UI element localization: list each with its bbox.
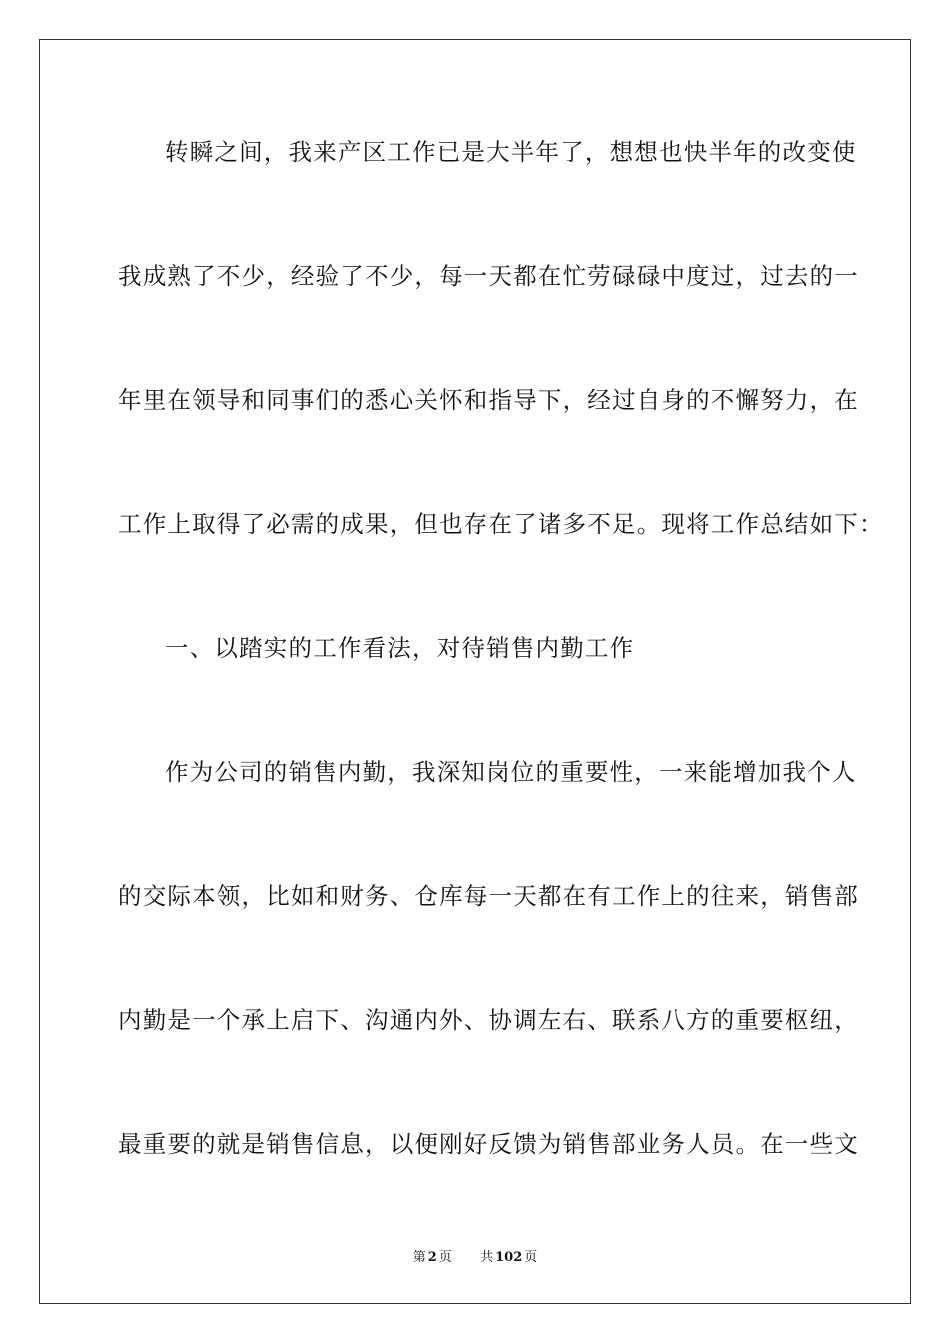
- page-border: [39, 39, 911, 1304]
- footer-total-pages: 102: [495, 1250, 523, 1265]
- paragraph-line-7: 的交际本领，比如和财务、仓库每一天都在有工作上的往来，销售部: [118, 882, 859, 910]
- paragraph-line-9: 最重要的就是销售信息，以便刚好反馈为销售部业务人员。在一些文: [118, 1130, 859, 1158]
- footer-current-page: 2: [427, 1250, 437, 1265]
- footer-page-prefix: 第: [412, 1250, 426, 1265]
- paragraph-line-6: 作为公司的销售内勤，我深知岗位的重要性，一来能增加我个人: [165, 758, 857, 786]
- paragraph-line-1: 转瞬之间，我来产区工作已是大半年了，想想也快半年的改变使: [165, 138, 857, 166]
- paragraph-line-2: 我成熟了不少，经验了不少，每一天都在忙劳碌碌中度过，过去的一: [118, 262, 859, 290]
- footer-total-suffix: 页: [524, 1250, 538, 1265]
- page-footer: [0, 1246, 950, 1265]
- footer-total-prefix: 共: [480, 1250, 494, 1265]
- footer-page-suffix: 页: [438, 1250, 452, 1265]
- paragraph-line-4: 工作上取得了必需的成果，但也存在了诸多不足。现将工作总结如下：: [118, 510, 884, 538]
- section-heading: 一、以踏实的工作看法，对待销售内勤工作: [165, 634, 635, 662]
- paragraph-line-3: 年里在领导和同事们的悉心关怀和指导下，经过自身的不懈努力，在: [118, 386, 859, 414]
- paragraph-line-8: 内勤是一个承上启下、沟通内外、协调左右、联系八方的重要枢纽，: [118, 1006, 859, 1034]
